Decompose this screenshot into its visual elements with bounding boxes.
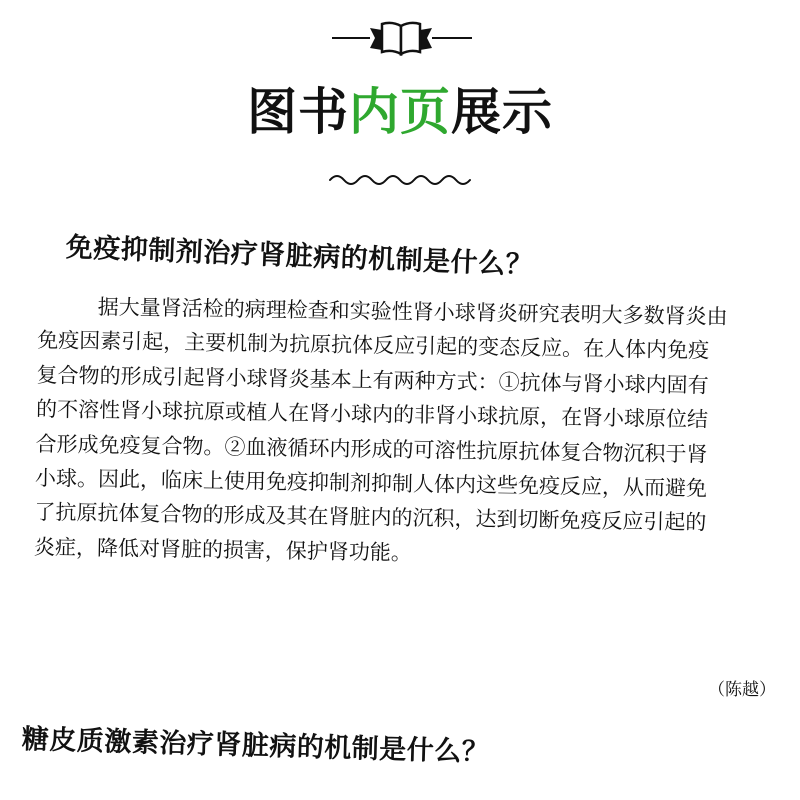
paragraph-line: 炎症，降低对肾脏的损害，保护肾功能。 (33, 534, 413, 565)
open-book-icon (370, 23, 432, 54)
paragraph-line: 据大量肾活检的病理检查和实验性肾小球肾炎研究表明大多数肾炎由 (97, 294, 728, 329)
page-title (0, 82, 800, 142)
question-heading-2: 糖皮质激素治疗肾脏病的机制是什么？ (21, 724, 490, 769)
paragraph-line: 合形成免疫复合物。②血液循环内形成的可溶性抗原抗体复合物沉积于肾 (35, 431, 708, 467)
paragraph-line: 复合物的形成引起肾小球肾炎基本上有两种方式：①抗体与肾小球内固有 (36, 362, 709, 398)
title-part-highlight: 内页 (349, 83, 451, 141)
paragraph-line: 免疫因素引起，主要机制为抗原抗体反应引起的变态反应。在人体内免疫 (37, 328, 710, 363)
wavy-divider (326, 168, 476, 188)
header-decoration (0, 16, 800, 60)
author-credit: （陈越） (708, 680, 776, 700)
question-heading-1: 免疫抑制剂治疗肾脏病的机制是什么？ (65, 232, 534, 281)
paragraph-line: 小球。因此，临床上使用免疫抑制剂抑制人体内这些免疫反应，从而避免 (34, 465, 708, 501)
book-page-scan (0, 197, 800, 800)
answer-paragraph (34, 289, 798, 576)
title-part-1: 图书 (247, 83, 349, 141)
paragraph-line: 的不溶性肾小球抗原或植人在肾小球内的非肾小球抗原，在肾小球原位结 (35, 397, 709, 432)
paragraph-line: 了抗原抗体复合物的形成及其在肾脏内的沉积，达到切断免疫反应引起的 (34, 500, 707, 535)
title-part-3: 展示 (451, 83, 553, 141)
